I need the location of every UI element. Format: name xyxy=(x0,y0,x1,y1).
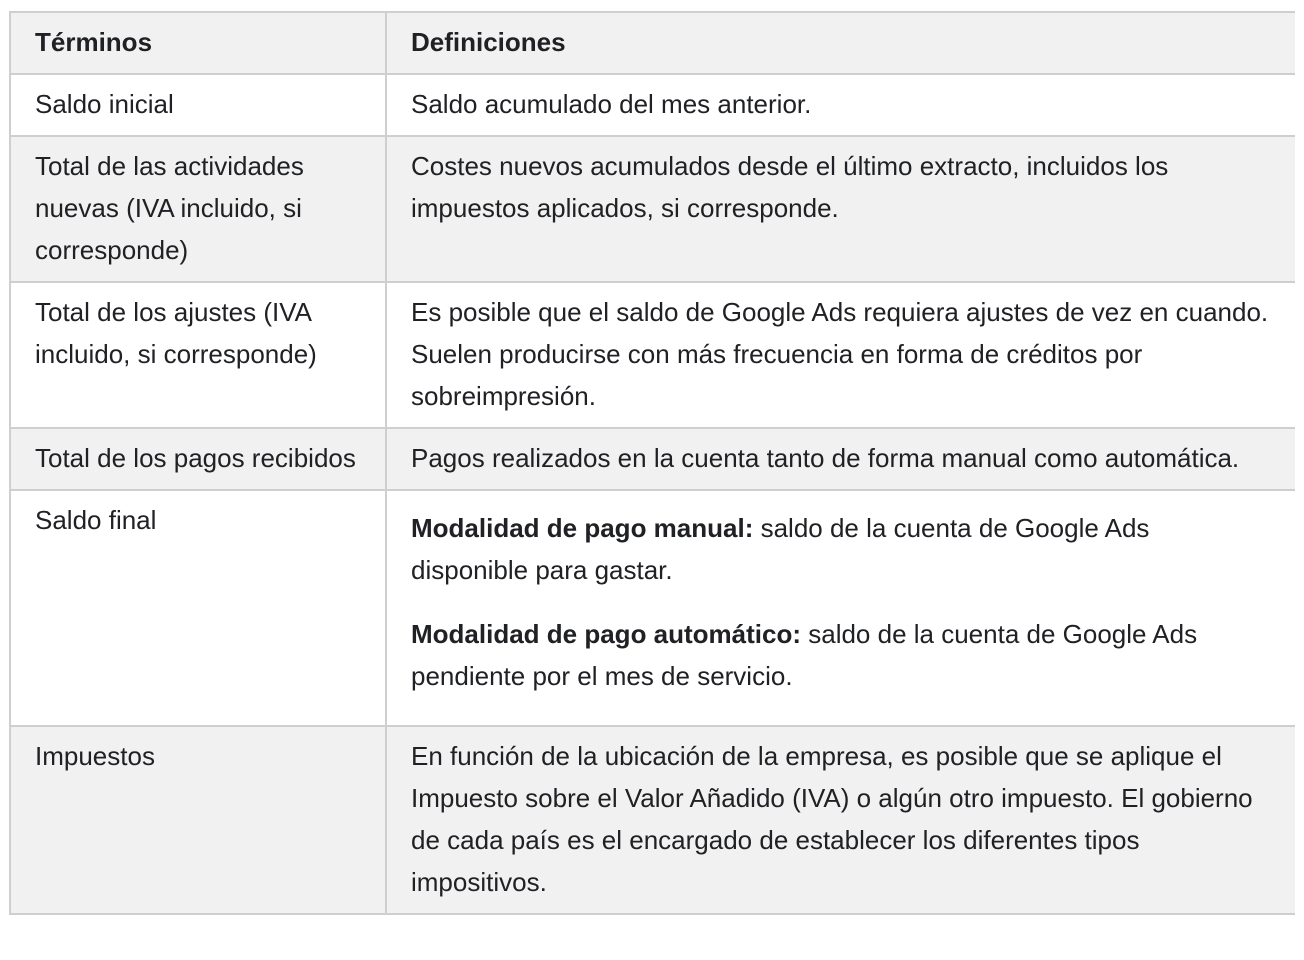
auto-payment-paragraph xyxy=(411,613,1271,697)
term-cell: Total de los ajustes (IVA incluido, si corresponde) xyxy=(10,282,386,428)
table-row xyxy=(10,282,1295,428)
definition-cell: Saldo acumulado del mes anterior. xyxy=(386,74,1295,136)
definition-cell: Costes nuevos acumulados desde el último extracto, incluidos los impuestos aplicados, si corresponde. xyxy=(386,136,1295,282)
table-row xyxy=(10,490,1295,726)
definition-cell: Pagos realizados en la cuenta tanto de forma manual como automática. xyxy=(386,428,1295,490)
term-cell: Total de los pagos recibidos xyxy=(10,428,386,490)
manual-payment-label: Modalidad de pago manual: xyxy=(411,513,754,543)
table-row xyxy=(10,726,1295,914)
terms-table-container xyxy=(9,11,1295,960)
auto-payment-label: Modalidad de pago automático: xyxy=(411,619,802,649)
term-cell: Saldo final xyxy=(10,490,386,726)
term-cell: Saldo inicial xyxy=(10,74,386,136)
definition-cell: Es posible que el saldo de Google Ads requiera ajustes de vez en cuando. Suelen producirse con más frecuencia en forma de créditos por sobreimpresión. xyxy=(386,282,1295,428)
header-terms: Términos xyxy=(10,12,386,74)
definition-cell xyxy=(386,490,1295,726)
manual-payment-text: saldo de la cuenta de Google Ads disponible para gastar. xyxy=(411,513,1150,585)
table-row xyxy=(10,428,1295,490)
table-row xyxy=(10,74,1295,136)
term-cell: Impuestos xyxy=(10,726,386,914)
term-cell: Total de las actividades nuevas (IVA incluido, si corresponde) xyxy=(10,136,386,282)
definition-cell: En función de la ubicación de la empresa, es posible que se aplique el Impuesto sobre el Valor Añadido (IVA) o algún otro impuesto. El gobierno de cada país es el encargado de establecer los diferentes tipos impositivos. xyxy=(386,726,1295,914)
auto-payment-text: saldo de la cuenta de Google Ads pendiente por el mes de servicio. xyxy=(411,619,1198,691)
table-row xyxy=(10,136,1295,282)
manual-payment-paragraph xyxy=(411,507,1271,591)
terms-definitions-table xyxy=(9,11,1295,915)
table-header-row xyxy=(10,12,1295,74)
header-definitions: Definiciones xyxy=(386,12,1295,74)
